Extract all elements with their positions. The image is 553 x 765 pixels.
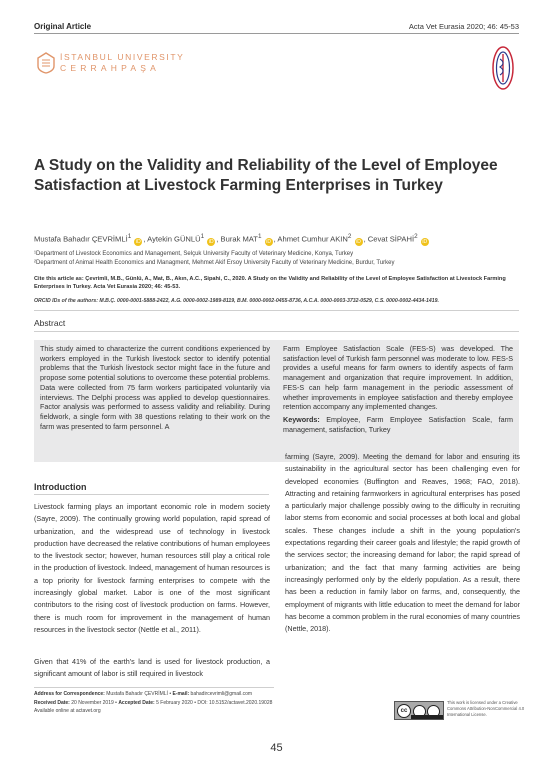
author-affiliation-mark: 2 — [347, 233, 352, 240]
orcid-icon[interactable]: iD — [422, 238, 428, 245]
orcid-ids: ORCID IDs of the authors: M.B.Ç. 0000-0001-5888-2422, A.G. 0000-0002-1989-8119, B.M. 0000-0002-0455-8736, A.C.A. 0000-0003-3732-0529, C.S. 0000-0002-4434-1419. — [34, 298, 439, 304]
header-divider — [34, 33, 519, 34]
article-title: A Study on the Validity and Reliability of the Level of Employee Satisfaction at Livestock Farming Enterprises in Turkey — [34, 157, 498, 194]
orcid-icon[interactable]: iD — [208, 238, 214, 245]
keywords — [283, 415, 513, 434]
received-date: 20 November 2019 — [71, 699, 114, 706]
author-affiliation-mark: 1 — [127, 233, 132, 240]
correspondence-block: Address for Correspondence: Mustafa Bahadır ÇEVRİMLİ • E-mail: bahadircevrimli@gmail.com Received Date: 20 November 2019 • Accepted Date: 5 February 2020 • DOI: 10.5152/actavet.2020.19028 Available online at actavet.org — [34, 691, 273, 715]
university-name-line1: İSTANBUL UNIVERSITY — [60, 52, 185, 62]
journal-seal-icon — [491, 45, 515, 91]
introduction-divider — [34, 494, 269, 495]
accepted-date: 5 February 2020 — [156, 699, 193, 706]
university-wordmark — [60, 52, 184, 74]
correspondence-name: Mustafa Bahadır ÇEVRİMLİ — [106, 691, 168, 697]
author-name: Aytekin GÜNLÜ — [147, 234, 201, 244]
author-affiliation-mark: 1 — [200, 233, 205, 240]
journal-reference: Acta Vet Eurasia 2020; 46: 45-53 — [408, 22, 519, 31]
introduction-heading: Introduction — [34, 482, 87, 492]
cc-icon: cc — [397, 704, 411, 718]
author-affiliation-mark: 2 — [414, 233, 418, 240]
introduction-paragraph-2: Given that 41% of the earth's land is used for livestock production, a significant amount of labor is still required in livestock — [34, 657, 270, 679]
abstract-text-right — [283, 344, 513, 434]
author-name: Mustafa Bahadır ÇEVRİMLİ — [34, 234, 128, 244]
available-online: Available online at actavet.org — [34, 708, 101, 715]
correspondence-divider — [34, 687, 274, 688]
doi[interactable]: DOI: 10.5152/actavet.2020.19028 — [197, 699, 273, 706]
affiliation-2: ²Department of Animal Health Economics and Managment, Mehmet Akif Ersoy University Faculty of Veterinary Medicine, Burdur, Turkey — [34, 260, 395, 266]
orcid-icon[interactable]: iD — [356, 238, 361, 245]
badge-strip — [411, 715, 443, 719]
introduction-paragraph-3: farming (Sayre, 2009). Meeting the demand for labor and ensuring its sustainability in the agricultural sector has been challenging even for developed economies (Buffington and Reaves, 1968; FAO, 2018). Attracting and retaining farmworkers in agricultural enterprises has posed a particularly major challenge possibly owing to the difficulty in recruiting labor stems from economic and social processes at both local and global scales. These changes include a shift in the young population's expectations regarding their career goals and lifestyle; the rapid growth of the services sector; the increasing demand for labor; the rapid spread of urbanization; and the fact that many farming activities are being increasingly performed only by the elderly population. As a result, there has been a reduction in family labor on farms, and, consequently, the employment of migrants with little education to meet the demand for labor has become a common problem in the rural economies of many countries (Nettle, 2018). — [285, 452, 520, 634]
accepted-label: Accepted Date: — [118, 699, 155, 706]
email-label: E-mail: — [172, 691, 190, 697]
keywords-label: Keywords: — [283, 414, 320, 424]
author-affiliation-mark: 1 — [257, 233, 262, 240]
keywords-list: Employee, Farm Employee Satisfaction Scale, farm management, satisfaction, Turkey — [283, 414, 513, 434]
abstract-heading: Abstract — [34, 318, 66, 328]
page-number: 45 — [270, 742, 283, 754]
received-label: Received Date: — [34, 699, 70, 706]
abstract-divider-top — [34, 310, 519, 311]
orcid-icon[interactable]: iD — [135, 238, 141, 245]
introduction-paragraph-1: Livestock farming plays an important economic role in modern society (Sayre, 2009). The continually growing world population, rapid spread of urbanization, and the widespread use of technology in livestock production have decreased the relative contributions of human employees to the livestock sector; however, human resources still play a critical role in the production of livestock. Indeed, management of human resources is a top priority for livestock farming enterprises to compete with the increasingly global market. Labor is one of the most significant contributors to the rising cost of livestock production on farms. However, there is much room for improvement in the management of human resources in the livestock sector (Nettle et al., 2011). — [34, 502, 270, 634]
author-list: Mustafa Bahadır ÇEVRİMLİ$^1$ iD , Aytekin GÜNLÜ$^1$ iD , Burak MAT$^1$ iD , Ahmet Cumhur AKIN$^2$ iD , Cevat SİPAHİ$^2$ iD — [34, 233, 428, 245]
abstract-text-right-body: Farm Employee Satisfaction Scale (FES-S) was developed. The satisfaction level of Turkish farm personnel was moderate to low. FES-S provides a useful means for farm owners to identify aspects of farm management and organization that require improvement. In addition, FES-S can help farm management in the periodic assessment of whether improvements in employee satisfaction and thereby employee retention accompany any implemented changes. — [283, 344, 513, 412]
abstract-divider — [34, 331, 519, 332]
license-text: This work is licensed under a Creative Commons Attribution-NonCommercial 4.0 International License. — [447, 700, 525, 717]
correspondence-label: Address for Correspondence: — [34, 691, 105, 697]
affiliation-1: ¹Department of Livestock Economics and Management, Selçuk University Faculty of Veterinary Medicine, Konya, Turkey — [34, 251, 354, 257]
abstract-text-left: This study aimed to characterize the current conditions experienced by workers employed in the Turkish livestock sector to identify potential problems that the Turkish livestock sector might face in the future and propose some potential solutions to overcome these potential problems. Data were collected from 75 farm workers participated voluntarily via interviews. The Delphi process was applied to develop questionnaires. Factor analysis was performed to assess validity and reliability. During fieldwork, a single form with 38 questions relating to their work on the farm was presented to farm personnel. A — [40, 344, 270, 431]
orcid-icon[interactable]: iD — [266, 238, 271, 245]
author-name: Cevat SİPAHİ — [367, 234, 415, 244]
university-name-line2: CERRAHPAŞA — [60, 63, 160, 73]
university-logo-icon — [36, 52, 56, 74]
article-type: Original Article — [34, 22, 92, 31]
author-name: Burak MAT — [220, 234, 258, 244]
author-name: Ahmet Cumhur AKIN — [277, 234, 348, 244]
citation: Cite this article as: Çevrimli, M.B., Günlü, A., Mat, B., Akın, A.C., Sipahi, C., 2020. A Study on the Validity and Reliability of the Level of Employee Satisfaction at Livestock Farming Enterprises in Turkey. Acta Vet Eurasia 2020; 46: 45-53. — [34, 276, 506, 291]
correspondence-email[interactable]: bahadircevrimli@gmail.com — [190, 691, 253, 697]
cc-by-nc-icon[interactable] — [394, 701, 444, 720]
